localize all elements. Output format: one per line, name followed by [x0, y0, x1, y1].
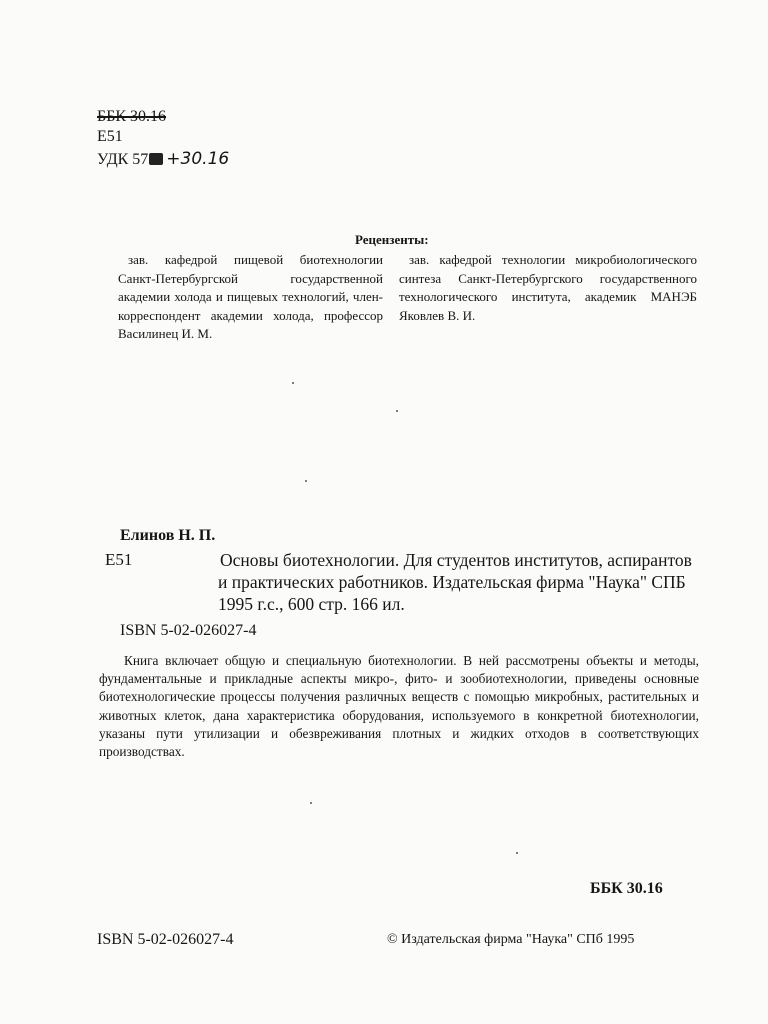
udk-scribble-icon [149, 153, 163, 165]
bibliography-code: Е51 [105, 550, 133, 569]
udk-code: УДК 57 [97, 151, 149, 168]
catalog-code: Е51 [97, 128, 123, 145]
book-title-record: Основы биотехнологии. Для студентов институтов, аспирантов и практических работников. Издательская фирма "Наука" СПБ 1995 г.с., 600 стр. 166 ил. [218, 550, 692, 614]
annotation-text: Книга включает общую и специальную биотехнологии. В ней рассмотрены объекты и методы, фундаментальные и прикладные аспекты микро-, фито- и зообиотехнологии, приведены основные биотехнологические процессы получения различных веществ с помощью микробных, растительных и животных клеток, дана характеристика оборудования, используемого в конкретной биотехнологии, указаны пути утилизации и обезвреживания плотных и жидких отходов в соответствующих производствах. [99, 653, 699, 760]
reviewer-right: зав. кафедрой технологии микробиологического синтеза Санкт-Петербургского государственного технологического института, академик МАНЭБ Яковлев В. И. [399, 252, 697, 323]
scan-speck [310, 802, 312, 804]
udk-handwritten-note: +30.16 [166, 149, 230, 169]
scan-speck [292, 382, 294, 384]
bbk-final: ББК 30.16 [590, 880, 663, 897]
scan-speck [305, 480, 307, 482]
scan-speck [396, 410, 398, 412]
isbn-footer: ISBN 5-02-026027-4 [97, 931, 234, 948]
copyright-line: © Издательская фирма "Наука" СПб 1995 [387, 932, 635, 947]
reviewers-heading: Рецензенты: [355, 232, 429, 247]
reviewer-left: зав. кафедрой пищевой биотехнологии Санкт-Петербургской государственной академии холода и пищевых технологий, член-корреспондент академии холода, профессор Василинец И. М. [118, 252, 383, 341]
scan-speck [516, 852, 518, 854]
udk-line [97, 149, 229, 170]
isbn-record: ISBN 5-02-026027-4 [120, 622, 257, 639]
author-name: Елинов Н. П. [120, 527, 216, 544]
bbk-code-struck: ББК 30.16 [97, 108, 167, 125]
